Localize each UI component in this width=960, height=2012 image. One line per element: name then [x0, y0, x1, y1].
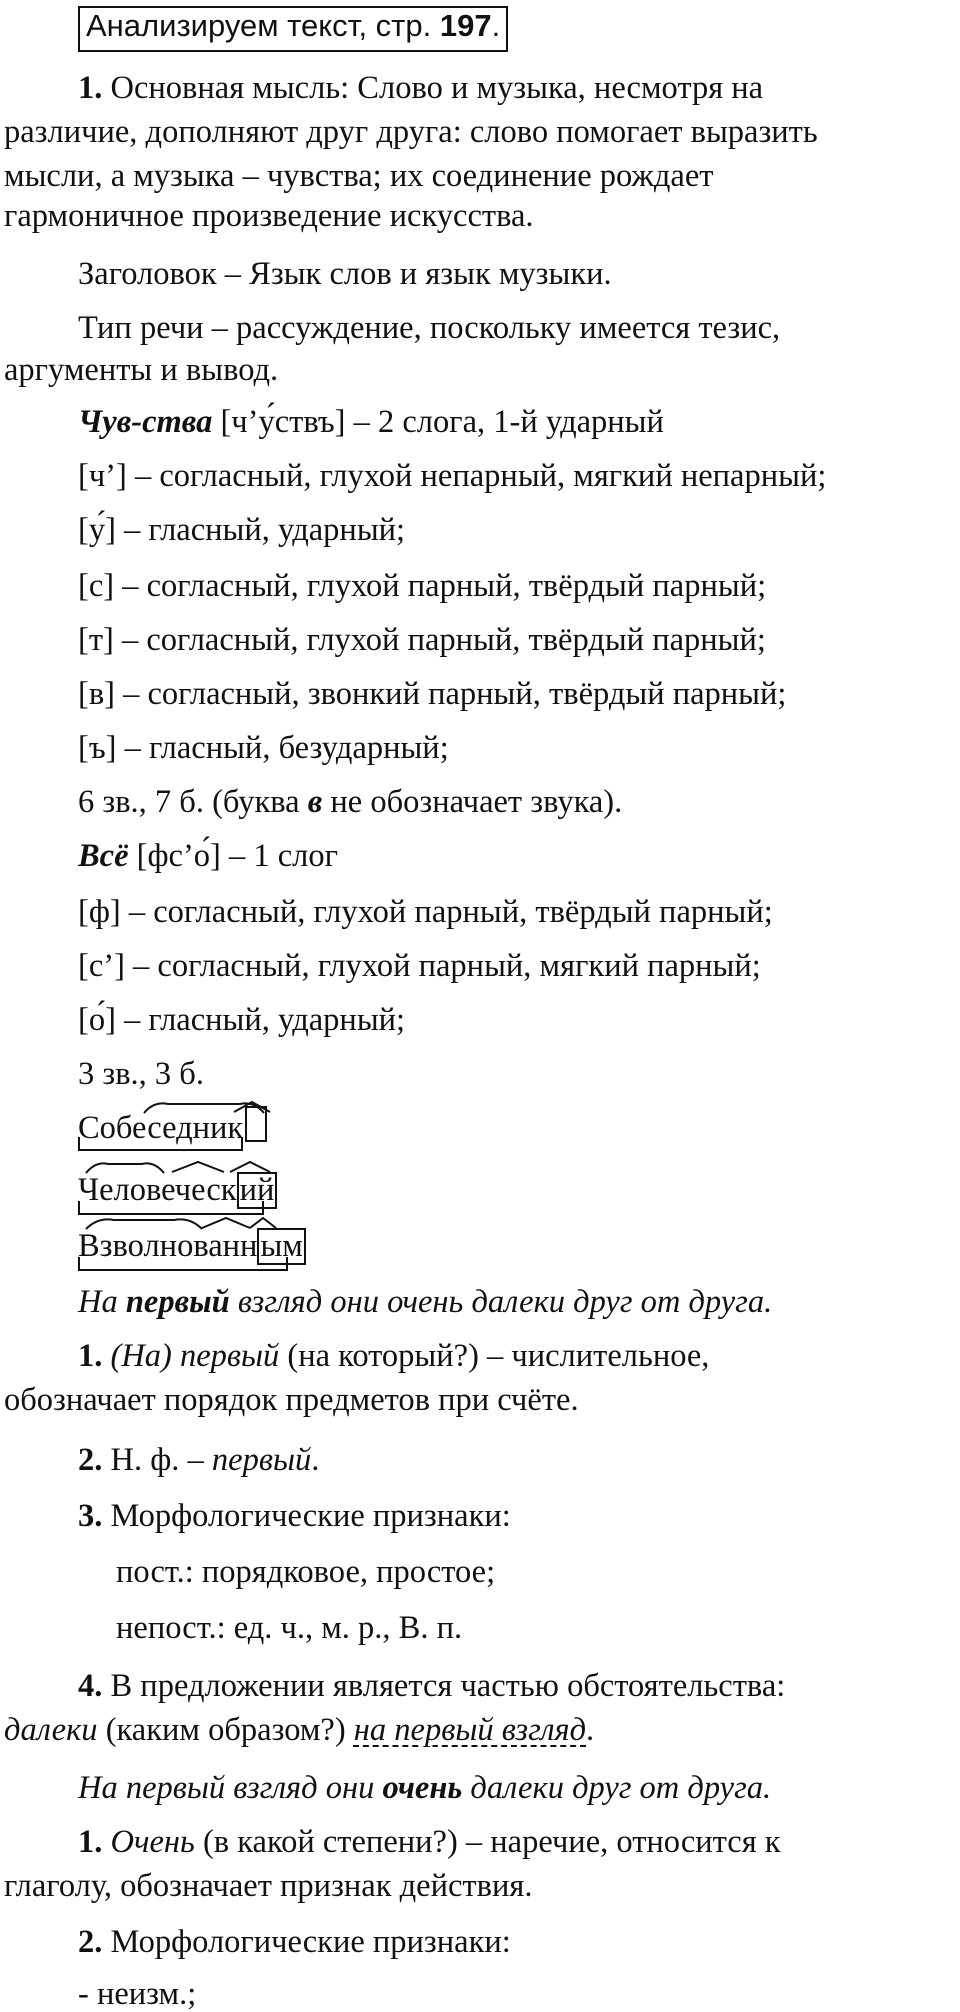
- sound-line: [ч’] – согласный, глухой непарный, мягкий непарный;: [78, 458, 827, 494]
- morpheme-word: [78, 1160, 277, 1206]
- main-idea-line-2: различие, дополняют друг друга: слово помогает выразить: [4, 114, 818, 150]
- sound-line: [ф] – согласный, глухой парный, твёрдый парный;: [78, 894, 773, 930]
- sound-line: [в] – согласный, звонкий парный, твёрдый парный;: [78, 676, 787, 712]
- constant-features: пост.: порядковое, простое;: [116, 1554, 496, 1590]
- stem-bracket: [78, 1201, 264, 1215]
- sound-line: [с] – согласный, глухой парный, твёрдый парный;: [78, 568, 767, 604]
- analysis-item-1-cont: обозначает порядок предметов при счёте.: [4, 1382, 579, 1418]
- speech-type-line-1: Тип речи – рассуждение, поскольку имеется тезис,: [78, 310, 781, 346]
- suffix-mark: [248, 1216, 278, 1230]
- morpheme-stem: Взволнованн: [78, 1228, 258, 1264]
- analysis-item-1: 1. Очень (в какой степени?) – наречие, относится к: [78, 1824, 781, 1860]
- sound-line: [о́] – гласный, ударный;: [78, 1002, 406, 1038]
- main-idea-line-3: мысли, а музыка – чувства; их соединение рождает: [4, 158, 714, 194]
- analysis-item-2: 2. Н. ф. – первый.: [78, 1442, 320, 1478]
- title-line: Заголовок – Язык слов и язык музыки.: [78, 256, 612, 292]
- stem-bracket: [78, 1257, 288, 1271]
- root-arc: [84, 1160, 166, 1174]
- morpheme-ending: ым: [257, 1228, 305, 1265]
- sound-line: [ъ] – гласный, безударный;: [78, 730, 449, 766]
- morpheme-word: [78, 1216, 306, 1262]
- sound-summary: 6 зв., 7 б. (буква в не обозначает звука).: [78, 784, 623, 820]
- stem-bracket: [78, 1137, 243, 1151]
- morpheme-stem: Собеседник: [78, 1110, 244, 1146]
- analyzed-sentence-2: На первый взгляд они очень далеки друг от друга.: [78, 1770, 772, 1806]
- speech-type-line-2: аргументы и вывод.: [4, 352, 279, 388]
- analyzed-sentence-1: На первый взгляд они очень далеки друг от друга.: [78, 1284, 773, 1320]
- analysis-item-4: 4. В предложении является частью обстоятельства:: [78, 1668, 786, 1704]
- analysis-item-4-cont: далеки (каким образом?) на первый взгляд.: [4, 1712, 595, 1748]
- feature-line: - неизм.;: [78, 1976, 197, 2012]
- suffix-mark: [170, 1160, 226, 1174]
- sound-line: [т] – согласный, глухой парный, твёрдый парный;: [78, 622, 766, 658]
- page-reference-box: [78, 6, 508, 52]
- suffix-mark: [200, 1216, 252, 1230]
- sound-summary: 3 зв., 3 б.: [78, 1056, 204, 1092]
- morpheme-ending: ий: [237, 1172, 278, 1209]
- sound-line: [с’] – согласный, глухой парный, мягкий парный;: [78, 948, 761, 984]
- variable-features: непост.: ед. ч., м. р., В. п.: [116, 1610, 463, 1646]
- main-idea-line-1: 1. Основная мысль: Слово и музыка, несмотря на: [78, 70, 764, 106]
- morpheme-stem: Человеческ: [78, 1172, 237, 1208]
- analysis-item-2: 2. Морфологические признаки:: [78, 1924, 511, 1960]
- phonetic-word-1: Чув-ства [ч’у́ствъ] – 2 слога, 1-й ударный: [78, 404, 664, 440]
- analysis-item-1: 1. (На) первый (на который?) – числительное,: [78, 1338, 710, 1374]
- phonetic-word-2: Всё [фс’о́] – 1 слог: [78, 838, 338, 874]
- analysis-item-3: 3. Морфологические признаки:: [78, 1498, 511, 1534]
- suffix-mark: [228, 1160, 272, 1174]
- header-page-number: 197: [439, 8, 492, 43]
- header-text: Анализируем текст, стр.: [86, 8, 440, 43]
- main-idea-line-4: гармоничное произведение искусства.: [4, 198, 534, 234]
- sound-line: [у́] – гласный, ударный;: [78, 512, 406, 548]
- analysis-item-1-cont: глаголу, обозначает признак действия.: [4, 1868, 533, 1904]
- suffix-mark: [232, 1100, 272, 1114]
- morpheme-word: [78, 1100, 243, 1146]
- root-arc: [84, 1216, 204, 1230]
- header-dot: .: [491, 8, 501, 43]
